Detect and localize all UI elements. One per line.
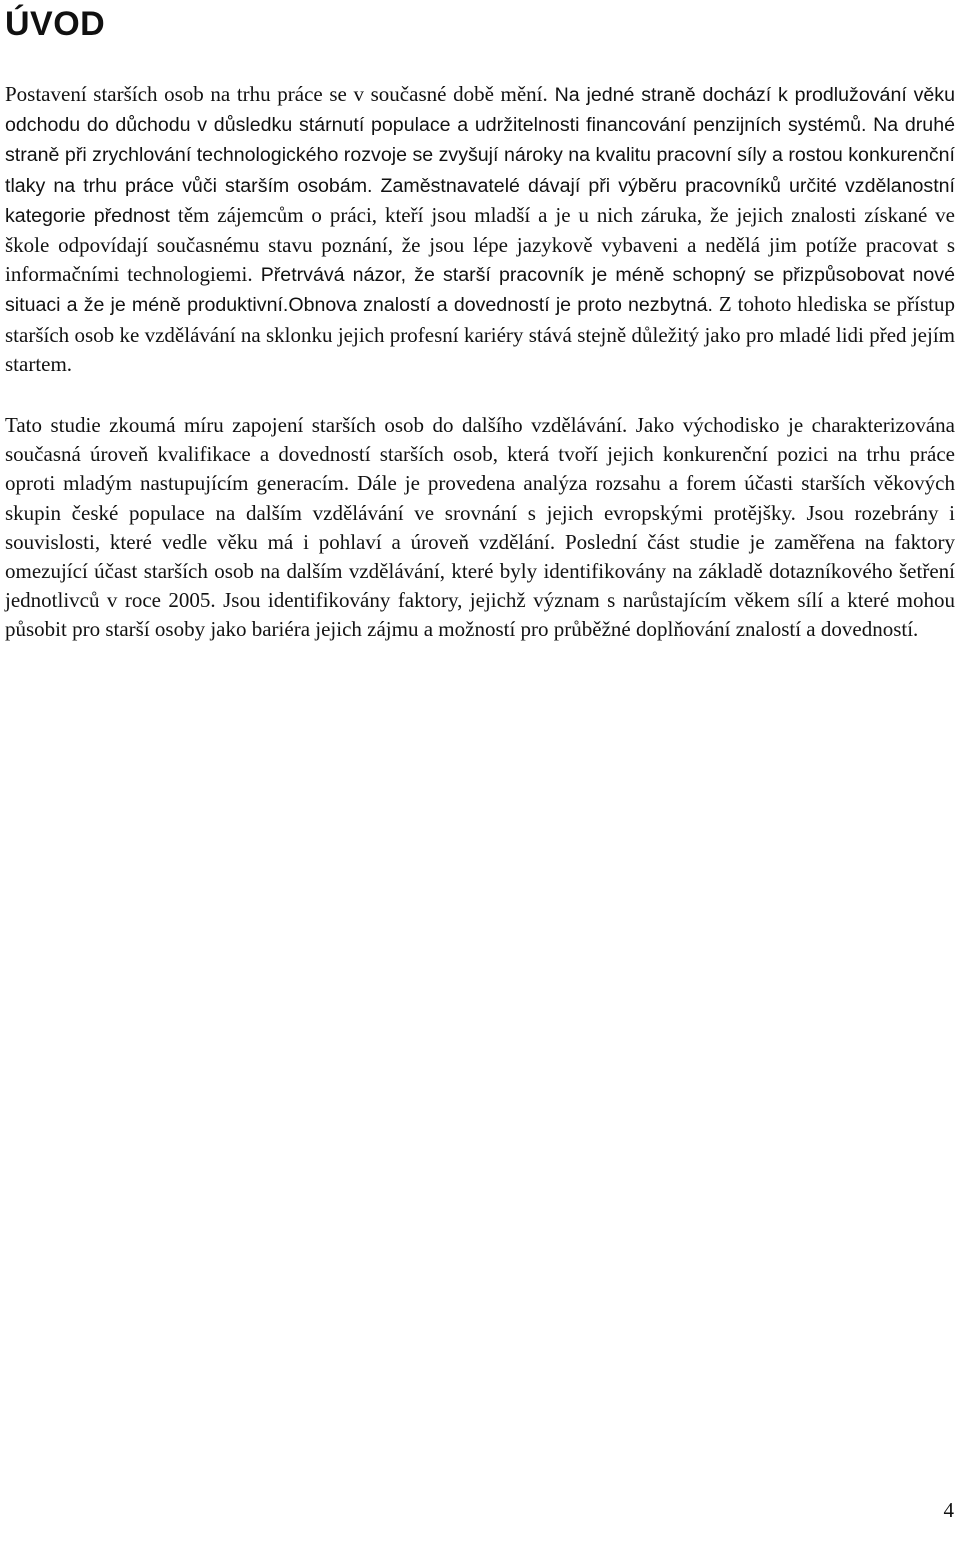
paragraph-study-summary: Tato studie zkoumá míru zapojení starších osob do dalšího vzdělávání. Jako východisko je charakterizována současná úroveň kvalifikace a dovedností starších osob, která tvoří jejich konkurenční pozici na trhu práce oproti mladým nastupujícím generacím. Dále je provedena analýza rozsahu a forem účasti starších věkových skupin české populace na dalším vzdělávání ve srovnání s jejich evropskými protějšky. Jsou rozebrány i souvislosti, které vedle věku má i pohlaví a úroveň vzdělání. Poslední část studie je zaměřena na faktory omezující účast starších osob na dalším vzdělávání, které byly identifikovány na základě dotazníkového šetření jednotlivců v roce 2005. Jsou identifikovány faktory, jejichž význam s narůstajícím věkem sílí a které mohou působit pro starší osoby jako bariéra jejich zájmu a možností pro průběžné doplňování znalostí a dovedností.: [5, 413, 955, 642]
paragraph-intro-segment-4: Přetrvává názor, že starší pracovník je méně schopný se přizpůsobovat nové situaci a že je méně produktivní.Obnova znalostí a dovedností je proto nezbytná.: [5, 264, 955, 317]
paragraph-intro-segment-3: těm zájemcům o práci, kteří jsou mladší a je u nich záruka, že jejich znalosti získané ve škole odpovídají současnému stavu poznání, že jsou lépe jazykově vybaveni a nedělá jim potíže pracovat s informačními technologiemi.: [5, 202, 955, 287]
section-heading: ÚVOD: [5, 5, 106, 43]
paragraph-intro: [5, 80, 955, 379]
paragraph-intro-segment-5: Z tohoto hlediska se přístup starších osob ke vzdělávání na sklonku jejich profesní kariéry stává stejně důležitý jako pro mladé lidi před jejím startem.: [5, 292, 955, 376]
paragraph-intro-segment-1: Postavení starších osob na trhu práce se v současné době mění.: [5, 82, 548, 106]
page-number: 4: [943, 1498, 954, 1522]
paragraph-intro-segment-2: Na jedné straně dochází k prodlužování věku odchodu do důchodu v důsledku stárnutí populace a udržitelnosti financování penzijních systémů. Na druhé straně při zrychlování technologického rozvoje se zvyšují nároky na kvalitu pracovní síly a rostou konkurenční tlaky na trhu práce vůči starším osobám. Zaměstnavatelé dávají při výběru pracovníků určité vzdělanostní kategorie přednost: [5, 84, 955, 227]
